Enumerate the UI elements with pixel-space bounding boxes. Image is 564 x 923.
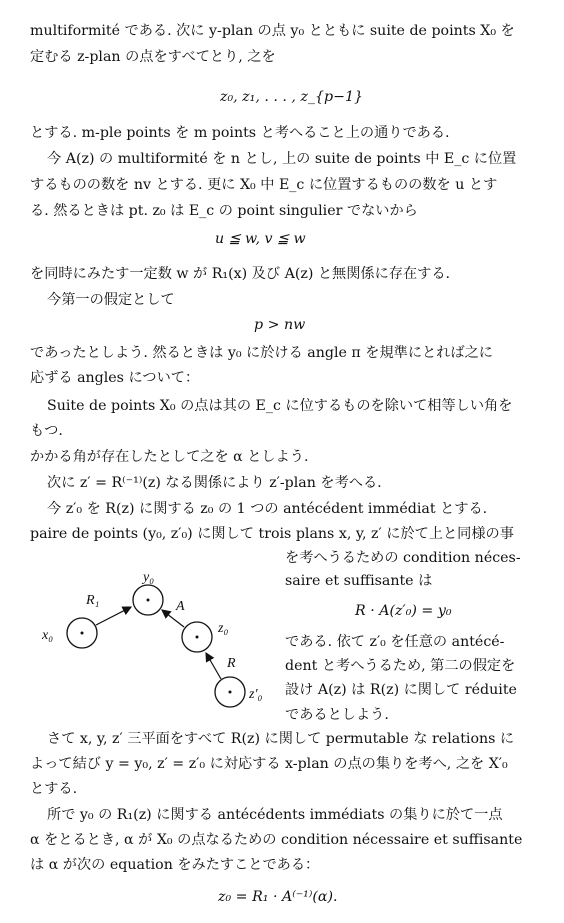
text-line-2: 定むる z-plan の点をすべてとり, 之を — [30, 49, 276, 65]
text-line-15: 今 z′₀ を R(z) に関する z₀ の 1 つの antécédent immédiat とする. — [47, 501, 488, 517]
text-line-8: 今第一の假定として — [47, 292, 175, 308]
text-line-10: 応ずる angles について： — [30, 370, 200, 386]
node-y0 — [133, 585, 163, 615]
equation-final: z₀ = R₁ · A⁽⁻¹⁾(α). — [218, 889, 338, 905]
label-R: R — [227, 656, 236, 671]
text-line-13: かかる角が存在したとして之を α としよう. — [30, 449, 309, 465]
label-A: A — [176, 599, 185, 614]
text-line-20: dent と考へうるため, 第二の假定を — [285, 658, 516, 674]
equation-condition: R · A(z′₀) = y₀ — [355, 603, 452, 619]
node-x0 — [67, 618, 97, 648]
label-x0: x₀ — [42, 628, 54, 643]
text-line-3: とする. m-ple points を m points と考へること上の通りである. — [30, 125, 450, 141]
text-line-19: である. 依て z′₀ を任意の antécé- — [285, 634, 505, 650]
text-line-24: よって結び y = y₀, z′ = z′₀ に対応する x-plan の点の集りを考へ, 之を X′₀ — [30, 756, 508, 772]
text-line-9: であったとしよう. 然るときは y₀ に於ける angle π を規準にとれば之に — [30, 345, 493, 361]
text-line-14: 次に z′ = R⁽⁻¹⁾(z) なる関係により z′-plan を考へる. — [47, 475, 382, 491]
equation-sequence: z₀, z₁, . . . , z_{p−1} — [220, 89, 364, 105]
text-line-27: α をとるとき, α が X₀ の点なるための condition nécessaire et suffisante — [30, 832, 523, 848]
text-line-16: paire de points (y₀, z′₀) に関して trois plans x, y, z′ に於て上と同様の事 — [30, 526, 514, 542]
text-line-4: 今 A(z) の multiformité を n とし, 上の suite de points 中 E_c に位置 — [47, 151, 517, 167]
text-line-23: さて x, y, z′ 三平面をすべて R(z) に関して permutable な relations に — [47, 731, 515, 747]
text-line-5: するものの数を nv とする. 更に X₀ 中 E_c に位置するものの数を u とす — [30, 177, 498, 193]
equation-first-hypothesis: p > nw — [254, 317, 306, 333]
node-z0 — [182, 622, 212, 652]
arrow-x0-y0 — [96, 607, 131, 625]
label-y0: y₀ — [143, 570, 155, 585]
text-line-12: もつ. — [30, 423, 63, 439]
text-line-28: は α が次の equation をみたすことである： — [30, 857, 320, 873]
node-z0-prime — [215, 677, 245, 707]
text-line-25: とする. — [30, 781, 78, 797]
text-line-26: 所で y₀ の R₁(z) に関する antécédents immédiats の集りに於て一点 — [47, 807, 503, 823]
text-line-18: saire et suffisante は — [285, 573, 433, 589]
text-line-6: る. 然るときは pt. z₀ は E_c の point singulier でないから — [30, 203, 418, 219]
equation-inequalities: u ≦ w, v ≦ w — [215, 231, 306, 247]
label-z0: z₀ — [218, 621, 229, 636]
text-line-22: であるとしよう. — [285, 707, 389, 723]
text-line-17: を考へうるための condition néces- — [285, 550, 521, 566]
relation-diagram — [30, 570, 280, 705]
text-line-1: multiformité である. 次に y-plan の点 y₀ とともに suite de points X₀ を — [30, 23, 515, 39]
text-line-11: Suite de points X₀ の点は其の E_c に位するものを除いて相等しい角を — [47, 398, 513, 414]
label-z0-prime: z′₀ — [249, 687, 263, 702]
arrow-z0prime-z0 — [206, 653, 221, 679]
text-line-21: 設け A(z) は R(z) に関して réduite — [285, 682, 517, 698]
label-R1: R₁ — [86, 593, 100, 608]
relation-diagram-svg — [30, 570, 280, 705]
text-line-7: を同時にみたす一定数 w が R₁(x) 及び A(z) と無関係に存在する. — [30, 266, 451, 282]
